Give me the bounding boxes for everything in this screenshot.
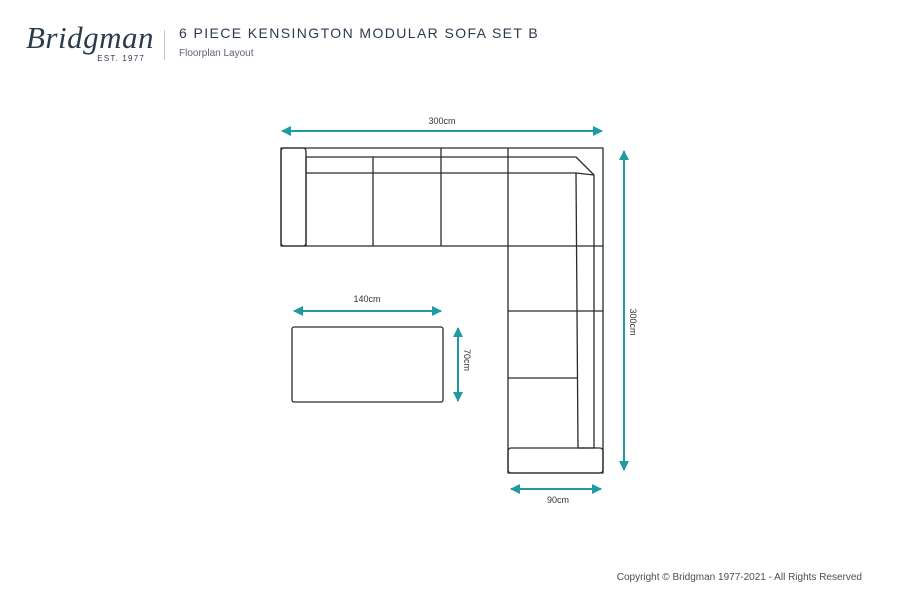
logo-wordmark: Bridgman — [26, 20, 154, 55]
sofa-depth-label: 300cm — [628, 308, 638, 336]
corner-diagonal — [576, 173, 594, 175]
bottom-arm — [508, 448, 603, 473]
table-depth-label: 70cm — [462, 348, 472, 372]
page-title: 6 PIECE KENSINGTON MODULAR SOFA SET B — [179, 25, 540, 41]
sofa-right-section — [508, 246, 603, 473]
logo-established: EST. 1977 — [97, 54, 145, 63]
table-width-label: 140cm — [353, 294, 381, 304]
dimension-arrows — [282, 131, 624, 489]
sofa-back — [306, 157, 594, 448]
module-depth-label: 90cm — [546, 495, 570, 505]
sofa-width-label: 300cm — [428, 116, 456, 126]
coffee-table — [292, 327, 443, 402]
left-arm — [281, 148, 306, 246]
page-subtitle: Floorplan Layout — [179, 48, 254, 59]
copyright-notice: Copyright © Bridgman 1977-2021 - All Rights Reserved — [616, 572, 862, 583]
